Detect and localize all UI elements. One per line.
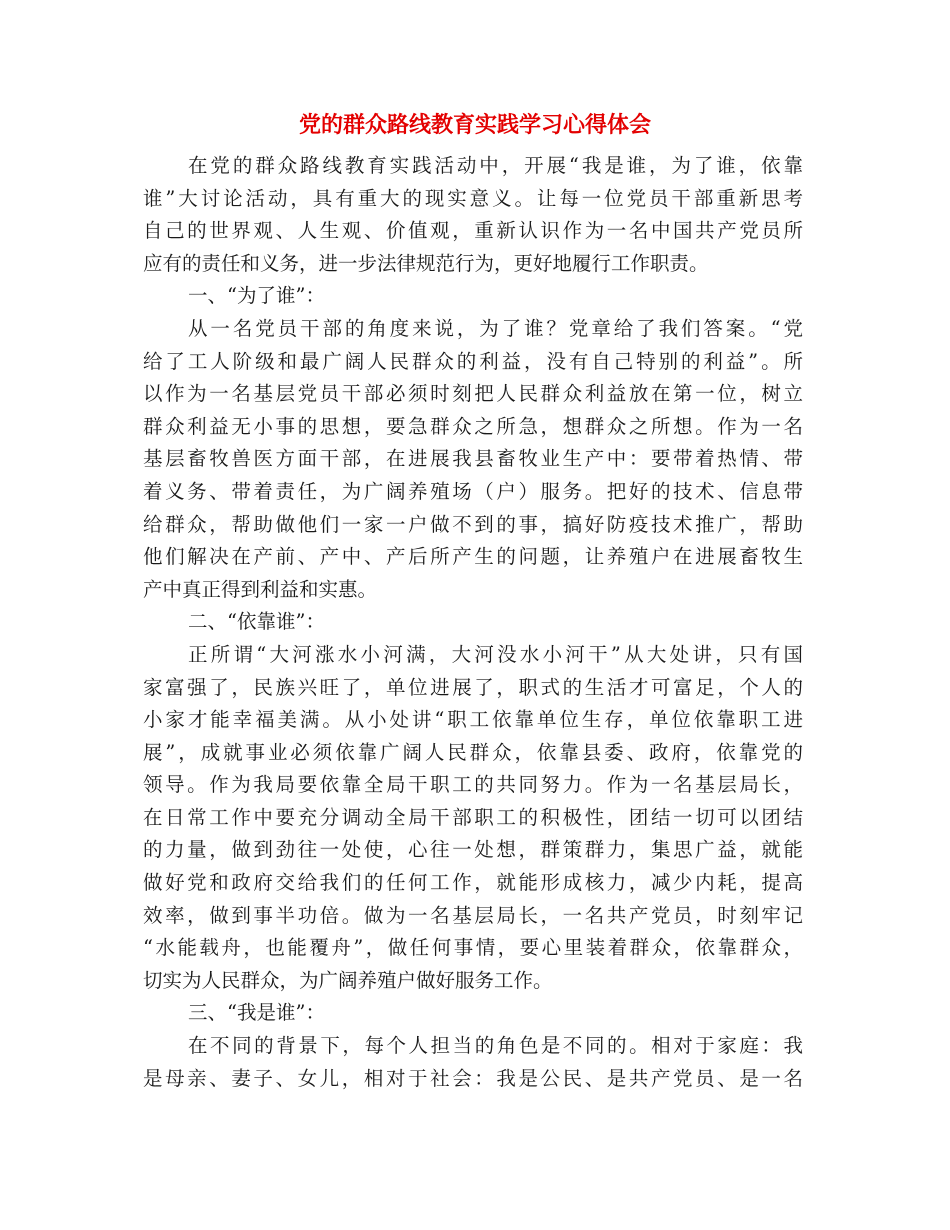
text-line: 给了工人阶级和最广阔人民群众的利益，没有自己特别的利益”。所 bbox=[143, 349, 803, 373]
text-line: 家富强了，民族兴旺了，单位进展了，职式的生活才可富足，个人的 bbox=[143, 675, 803, 699]
text-line: 产中真正得到利益和实惠。 bbox=[143, 577, 378, 601]
text-line: 自己的世界观、人生观、价值观，重新认识作为一名中国共产党员所 bbox=[143, 219, 803, 243]
text-line: 基层畜牧兽医方面干部，在进展我县畜牧业生产中：要带着热情、带 bbox=[143, 447, 803, 471]
text-line: 在党的群众路线教育实践活动中，开展“我是谁，为了谁，依靠 bbox=[188, 154, 803, 177]
text-line: 给群众，帮助做他们一家一户做不到的事，搞好防疫技术推广，帮助 bbox=[143, 512, 803, 536]
text-line: 展”，成就事业必须依靠广阔人民群众，依靠县委、政府，依靠党的 bbox=[143, 740, 803, 764]
text-line: 以作为一名基层党员干部必须时刻把人民群众利益放在第一位，树立 bbox=[143, 382, 803, 406]
document-body bbox=[143, 150, 803, 1095]
text-line: 应有的责任和义务，进一步法律规范行为，更好地履行工作职责。 bbox=[143, 251, 709, 275]
text-line: “水能载舟，也能覆舟”，做任何事情，要心里装着群众，依靠群众， bbox=[143, 936, 803, 960]
text-line: 领导。作为我局要依靠全局干职工的共同努力。作为一名基层局长， bbox=[143, 773, 803, 797]
text-line: 是母亲、妻子、女儿，相对于社会：我是公民、是共产党员、是一名 bbox=[143, 1066, 803, 1090]
text-line: 群众利益无小事的思想，要急群众之所急，想群众之所想。作为一名 bbox=[143, 414, 803, 438]
text-line: 正所谓“大河涨水小河满，大河没水小河干”从大处讲，只有国 bbox=[188, 642, 803, 666]
text-line: 他们解决在产前、产中、产后所产生的问题，让养殖户在进展畜牧生 bbox=[143, 545, 803, 569]
text-line: 在不同的背景下，每个人担当的角色是不同的。相对于家庭：我 bbox=[188, 1034, 803, 1058]
text-line: 三、“我是谁”： bbox=[188, 1001, 325, 1025]
text-line: 切实为人民群众，为广阔养殖户做好服务工作。 bbox=[143, 968, 553, 992]
text-line: 谁”大讨论活动，具有重大的现实意义。让每一位党员干部重新思考 bbox=[143, 186, 803, 210]
document-title: 党的群众路线教育实践学习心得体会 bbox=[298, 112, 651, 138]
text-line: 效率，做到事半功倍。做为一名基层局长，一名共产党员，时刻牢记 bbox=[143, 903, 803, 927]
text-line: 从一名党员干部的角度来说，为了谁？党章给了我们答案。“党 bbox=[188, 316, 803, 340]
text-line: 小家才能幸福美满。从小处讲“职工依靠单位生存，单位依靠职工进 bbox=[143, 708, 803, 732]
text-line: 着义务、带着责任，为广阔养殖场（户）服务。把好的技术、信息带 bbox=[143, 479, 803, 503]
text-line: 在日常工作中要充分调动全局干部职工的积极性，团结一切可以团结 bbox=[143, 805, 803, 829]
text-line: 一、“为了谁”： bbox=[188, 284, 325, 308]
text-line: 的力量，做到劲往一处使，心往一处想，群策群力，集思广益，就能 bbox=[143, 838, 803, 862]
text-line: 做好党和政府交给我们的任何工作，就能形成核力，减少内耗，提高 bbox=[143, 871, 803, 895]
text-line: 二、“依靠谁”： bbox=[188, 610, 325, 634]
